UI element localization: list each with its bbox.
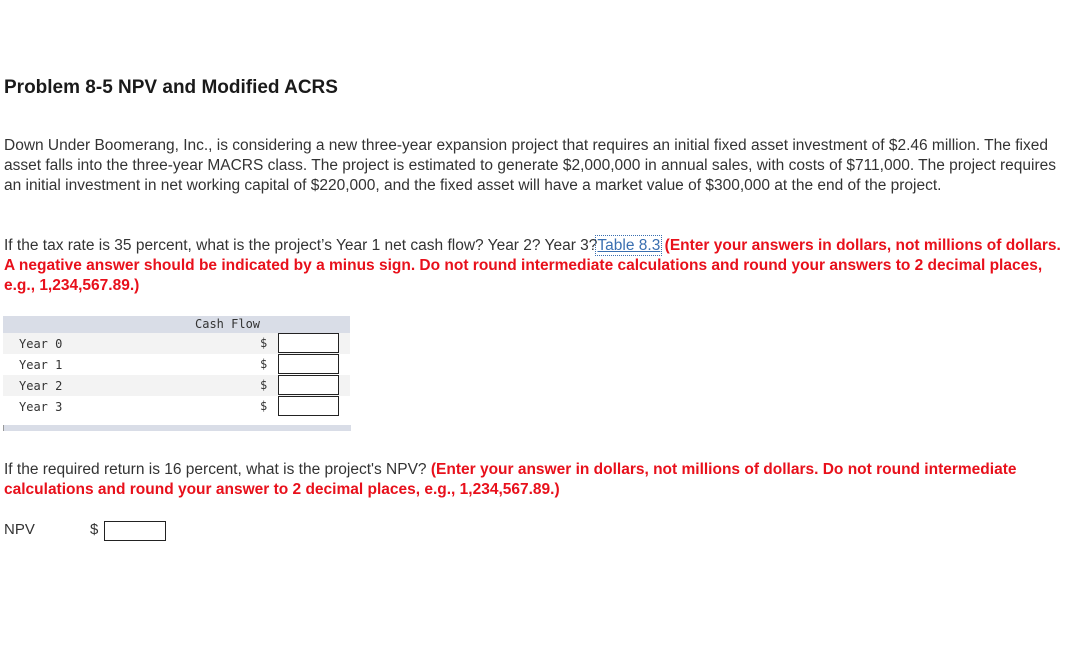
npv-input[interactable]: [104, 521, 166, 541]
table-row-year-3: [3, 396, 350, 417]
year-3-cash-flow-input[interactable]: [278, 396, 339, 416]
row-label: Year 3: [19, 400, 63, 414]
question-1-text: If the tax rate is 35 percent, what is the project’s Year 1 net cash flow? Year 2? Year 3?: [4, 237, 598, 254]
table-row-year-0: [3, 333, 350, 354]
currency-symbol: $: [260, 399, 268, 413]
year-0-cash-flow-input[interactable]: [278, 333, 339, 353]
row-label: Year 1: [19, 358, 63, 372]
question-2: [4, 460, 1064, 500]
table-row-year-1: [3, 354, 350, 375]
cash-flow-table-footer: [3, 425, 351, 431]
table-8-3-link[interactable]: Table 8.3: [597, 237, 661, 254]
problem-title: Problem 8-5 NPV and Modified ACRS: [4, 77, 338, 98]
cash-flow-header-label: Cash Flow: [195, 317, 261, 331]
cash-flow-table: [3, 316, 350, 417]
currency-symbol: $: [260, 378, 268, 392]
npv-label: NPV: [4, 521, 35, 538]
currency-symbol: $: [260, 357, 268, 371]
question-1-instruction: (Enter your answers in dollars, not millions of dollars. A negative answer should be indicated by a minus sign. Do not round intermediate calculations and round your answers to 2 decimal places, e.g., 1,234,567.89.): [4, 237, 1061, 294]
currency-symbol: $: [260, 336, 268, 350]
row-label: Year 2: [19, 379, 63, 393]
row-label: Year 0: [19, 337, 63, 351]
year-2-cash-flow-input[interactable]: [278, 375, 339, 395]
npv-currency-symbol: $: [90, 521, 99, 538]
question-2-text: If the required return is 16 percent, what is the project's NPV?: [4, 461, 427, 478]
question-1: [4, 236, 1064, 296]
table-row-year-2: [3, 375, 350, 396]
cash-flow-header: [3, 316, 350, 333]
year-1-cash-flow-input[interactable]: [278, 354, 339, 374]
problem-intro: Down Under Boomerang, Inc., is considering a new three-year expansion project that requires an initial fixed asset investment of $2.46 million. The fixed asset falls into the three-year MACRS class. The project is estimated to generate $2,000,000 in annual sales, with costs of $711,000. The project requires an initial investment in net working capital of $220,000, and the fixed asset will have a market value of $300,000 at the end of the project.: [4, 137, 1056, 194]
question-2-instruction: (Enter your answer in dollars, not millions of dollars. Do not round intermediate calculations and round your answer to 2 decimal places, e.g., 1,234,567.89.): [4, 461, 1017, 498]
